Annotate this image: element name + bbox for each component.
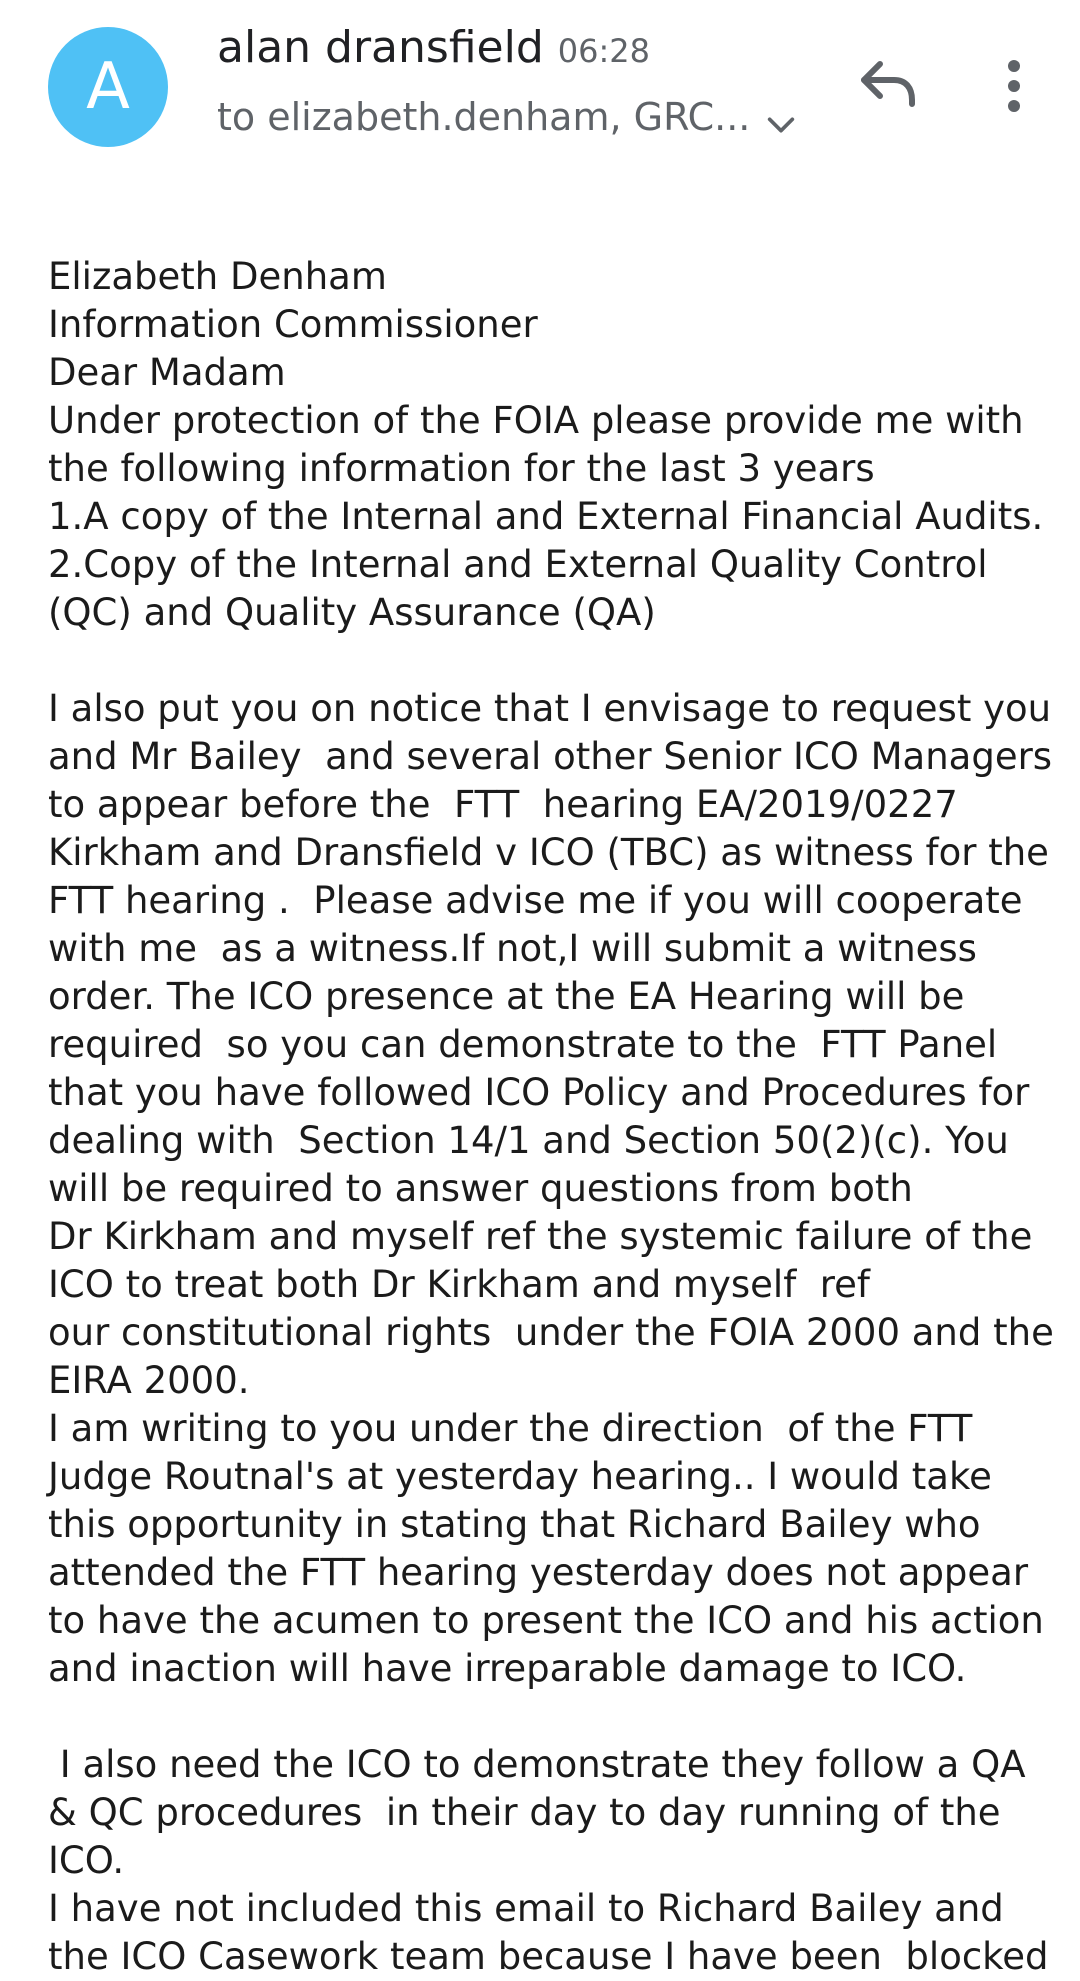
chevron-down-icon[interactable]: [764, 108, 798, 142]
body-line: Information Commissioner: [48, 303, 538, 346]
body-line: Kirkham and Dransfield v ICO (TBC) as witness for the: [48, 831, 1049, 874]
body-paragraph-2: [48, 685, 1058, 1693]
body-line: ICO.: [48, 1839, 125, 1882]
body-line: attended the FTT hearing yesterday does not appear: [48, 1551, 1029, 1594]
body-line: and Mr Bailey and several other Senior ICO Managers: [48, 735, 1053, 778]
body-line: Judge Routnal's at yesterday hearing.. I would take: [48, 1455, 992, 1498]
more-vert-icon[interactable]: [994, 58, 1034, 114]
paragraph-gap: [48, 1693, 1058, 1741]
body-line: & QC procedures in their day to day running of the: [48, 1791, 1001, 1834]
body-line: with me as a witness.If not,I will submit a witness: [48, 927, 977, 970]
body-line: EIRA 2000.: [48, 1359, 250, 1402]
body-line: dealing with Section 14/1 and Section 50(2)(c). You: [48, 1119, 1009, 1162]
sent-time: 06:28: [557, 32, 650, 70]
body-paragraph-3: [48, 1741, 1058, 1981]
body-line: order. The ICO presence at the EA Hearing will be: [48, 975, 965, 1018]
body-line: Under protection of the FOIA please provide me with: [48, 399, 1024, 442]
body-line: Elizabeth Denham: [48, 255, 387, 298]
body-line: Dear Madam: [48, 351, 286, 394]
body-line: will be required to answer questions from both: [48, 1167, 913, 1210]
body-line: to have the acumen to present the ICO and his action: [48, 1599, 1044, 1642]
sender-line: [217, 22, 650, 73]
body-line: I am writing to you under the direction of the FTT: [48, 1407, 973, 1450]
body-line: Dr Kirkham and myself ref the systemic failure of the: [48, 1215, 1033, 1258]
reply-icon[interactable]: [858, 58, 918, 110]
email-body: [48, 253, 1058, 1981]
body-line: 2.Copy of the Internal and External Quality Control: [48, 543, 988, 586]
body-line: (QC) and Quality Assurance (QA): [48, 591, 656, 634]
body-line: this opportunity in stating that Richard Bailey who: [48, 1503, 981, 1546]
sender-name[interactable]: alan dransfield: [217, 22, 544, 73]
body-line: ICO to treat both Dr Kirkham and myself ref: [48, 1263, 870, 1306]
email-header: [0, 0, 1080, 170]
body-line: I also put you on notice that I envisage to request you: [48, 687, 1052, 730]
body-line: I also need the ICO to demonstrate they follow a QA: [48, 1743, 1026, 1786]
avatar-letter: A: [86, 50, 130, 124]
paragraph-gap: [48, 637, 1058, 685]
body-line: to appear before the FTT hearing EA/2019/0227: [48, 783, 958, 826]
body-line: that you have followed ICO Policy and Procedures for: [48, 1071, 1030, 1114]
avatar[interactable]: [48, 27, 168, 147]
body-line: the ICO Casework team because I have been blocked: [48, 1935, 1049, 1978]
body-line: I have not included this email to Richard Bailey and: [48, 1887, 1004, 1930]
body-line: 1.A copy of the Internal and External Financial Audits.: [48, 495, 1044, 538]
body-line: the following information for the last 3 years: [48, 447, 875, 490]
body-paragraph-1: [48, 253, 1058, 637]
body-line: FTT hearing . Please advise me if you will cooperate: [48, 879, 1023, 922]
body-line: our constitutional rights under the FOIA 2000 and the: [48, 1311, 1054, 1354]
body-line: required so you can demonstrate to the FTT Panel: [48, 1023, 998, 1066]
body-line: and inaction will have irreparable damage to ICO.: [48, 1647, 967, 1690]
recipients-summary[interactable]: to elizabeth.denham, GRC...: [217, 95, 751, 139]
